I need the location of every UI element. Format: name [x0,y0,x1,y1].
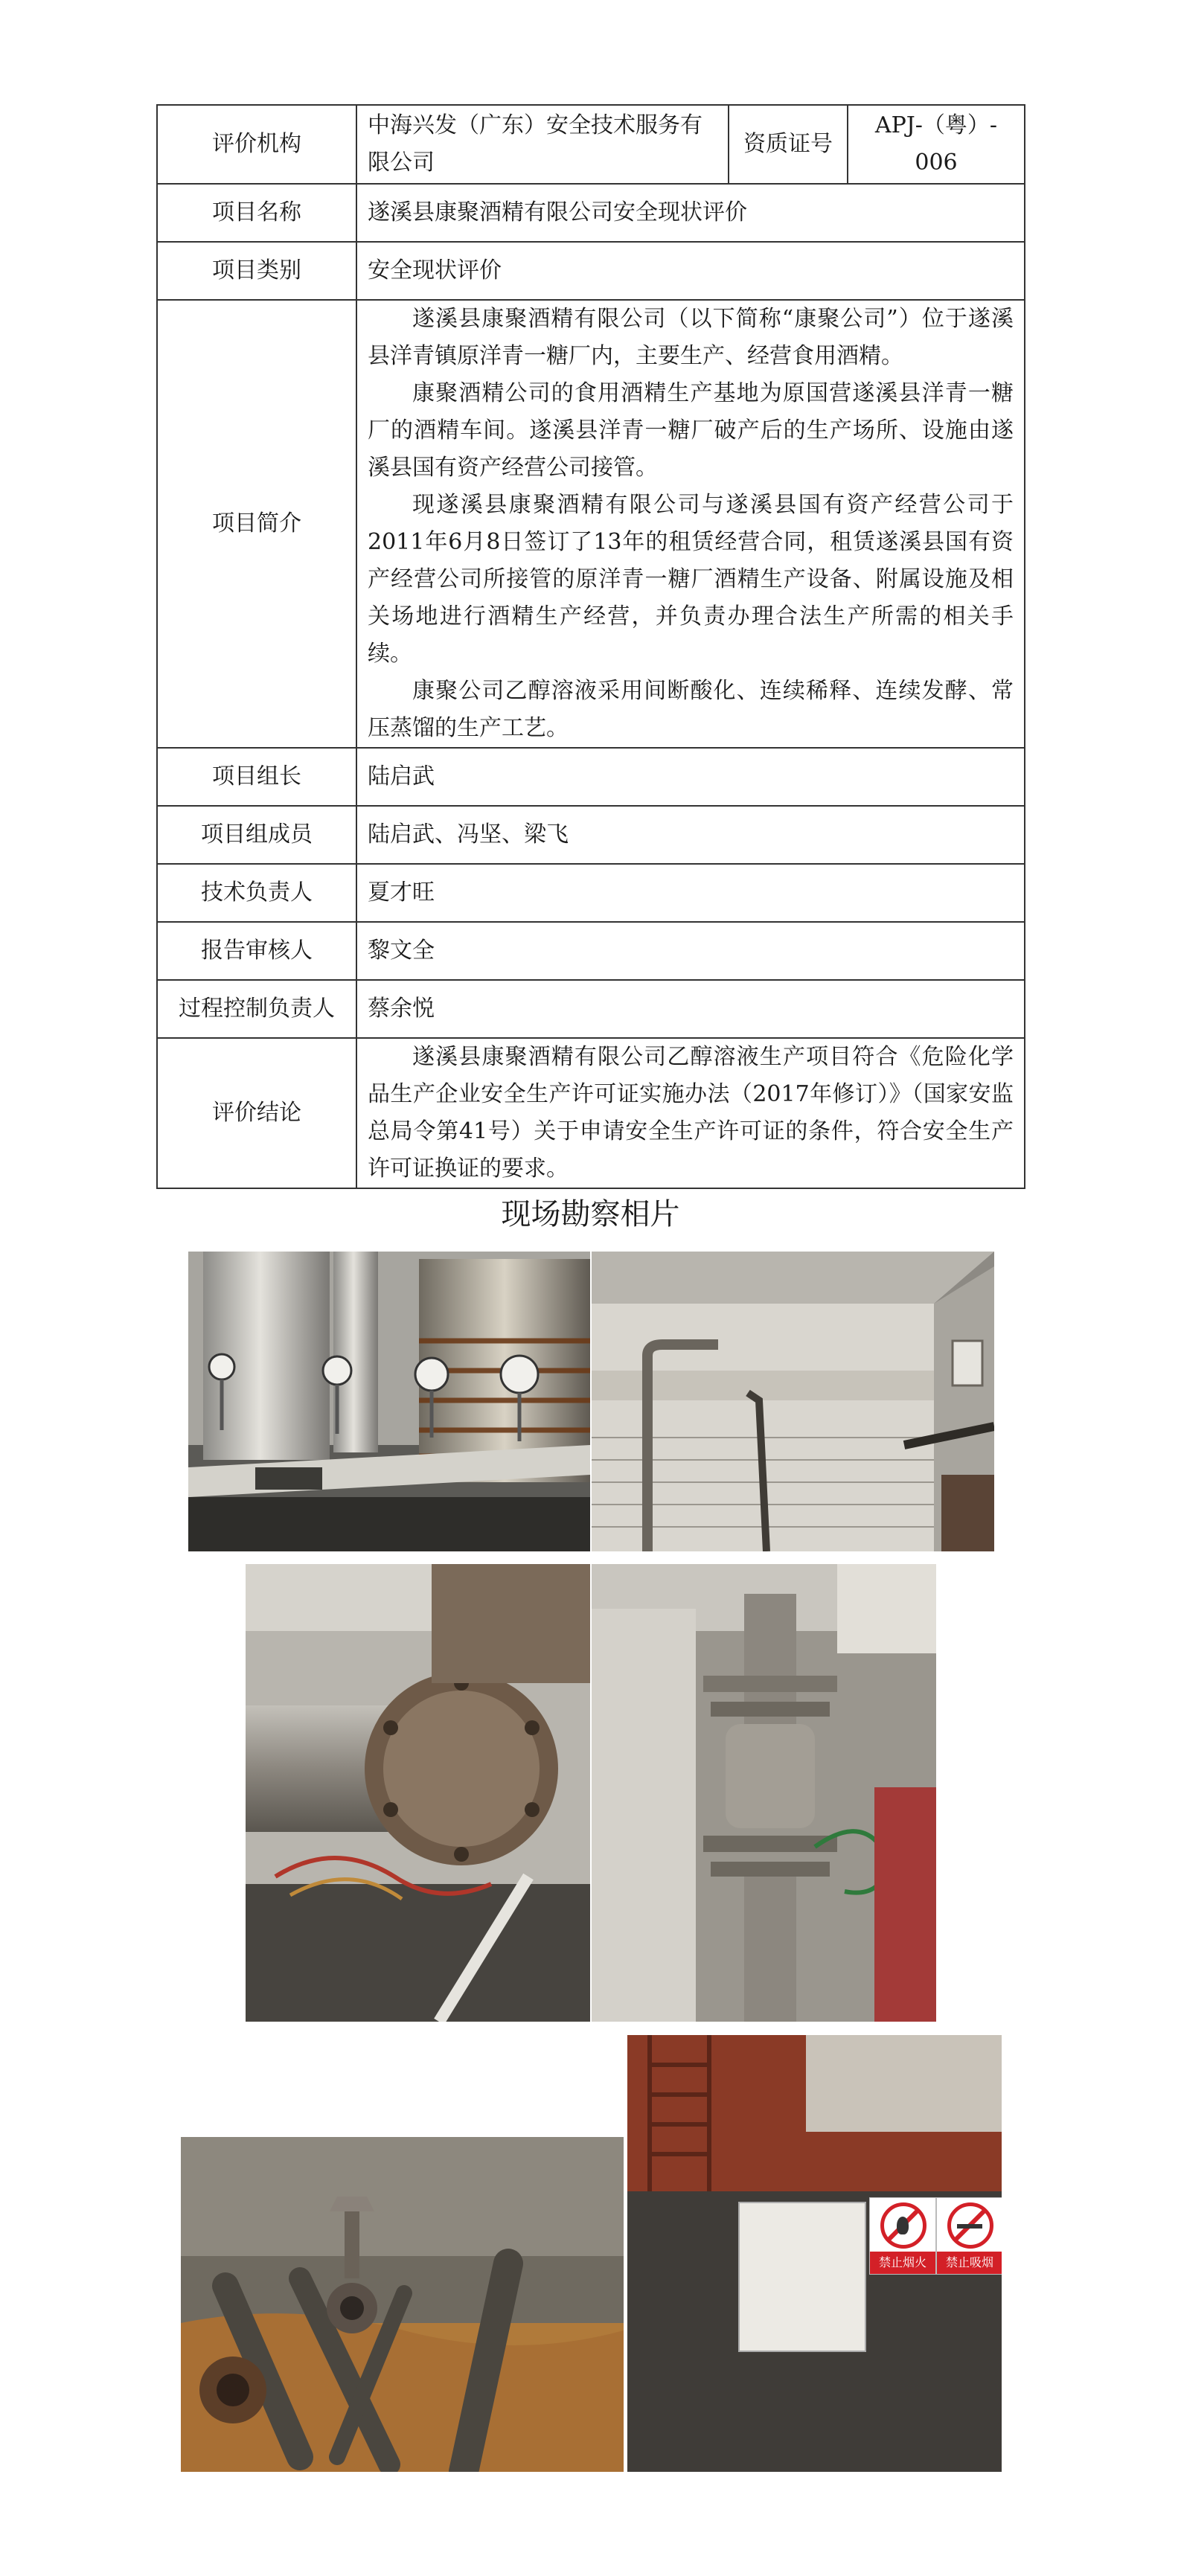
team-members-value: 陆启武、冯坚、梁飞 [356,806,1025,864]
valve-photo-illustration [592,1564,936,2022]
table-row [157,806,1025,864]
reviewer-label: 报告审核人 [157,922,356,980]
photos-title: 现场勘察相片 [501,1197,680,1231]
table-row [157,184,1025,242]
tech-lead-value: 夏才旺 [356,864,1025,922]
conclusion-label: 评价结论 [157,1038,356,1188]
intro-label: 项目简介 [157,300,356,748]
team-leader-value: 陆启武 [356,748,1025,806]
org-label: 评价机构 [157,105,356,184]
cert-value: APJ-（粤）- 006 [848,105,1025,184]
intro-paragraph: 现遂溪县康聚酒精有限公司与遂溪县国有资产经营公司于2011年6月8日签订了13年的租赁经营合同，租赁遂溪县国有资产经营公司所接管的原洋青一糖厂酒精生产设备、附属设施及相关场地进行酒精生产经营，并负责办理合法生产所需的相关手续。 [368,492,1014,667]
process-control-value: 蔡余悦 [356,980,1025,1038]
table-row [157,748,1025,806]
no-smoking-label: 禁止吸烟 [937,2252,1002,2274]
site-photo-corroded-pipes [181,2137,624,2472]
no-smoking-sign [936,2197,1002,2275]
no-fire-label: 禁止烟火 [870,2252,935,2274]
intro-paragraph: 康聚公司乙醇溶液采用间断酸化、连续稀释、连续发酵、常压蒸馏的生产工艺。 [368,678,1014,741]
site-photo-safety-signs [627,2035,1002,2472]
site-photo-valve [592,1564,936,2022]
table-row [157,864,1025,922]
conclusion-value [356,1038,1025,1188]
table-row [157,1038,1025,1188]
intro-value [356,300,1025,748]
team-leader-label: 项目组长 [157,748,356,806]
evaluation-info-table [156,104,1025,1189]
tech-lead-label: 技术负责人 [157,864,356,922]
table-row [157,980,1025,1038]
no-fire-icon [880,2202,926,2249]
no-smoking-icon [947,2202,993,2249]
intro-paragraph: 康聚酒精公司的食用酒精生产基地为原国营遂溪县洋青一糖厂的酒精车间。遂溪县洋青一糖厂破产后的生产场所、设施由遂溪县国有资产经营公司接管。 [368,380,1014,481]
project-type-value: 安全现状评价 [356,242,1025,300]
conclusion-text: 遂溪县康聚酒精有限公司乙醇溶液生产项目符合《危险化学品生产企业安全生产许可证实施办法（2017年修订）》（国家安监总局令第41号）关于申请安全生产许可证的条件，符合安全生产许可证换证的要求。 [368,1044,1014,1182]
table-row [157,242,1025,300]
reviewer-value: 黎文全 [356,922,1025,980]
cert-label: 资质证号 [729,105,848,184]
corroded-pipes-photo-illustration [181,2137,624,2472]
org-value: 中海兴发（广东）安全技术服务有限公司 [356,105,729,184]
process-control-label: 过程控制负责人 [157,980,356,1038]
site-photo-tanks [188,1252,590,1551]
tanks-photo-illustration [188,1252,590,1551]
intro-paragraph: 遂溪县康聚酒精有限公司（以下简称“康聚公司”）位于遂溪县洋青镇原洋青一糖厂内，主要生产、经营食用酒精。 [368,306,1014,369]
brick-wall-photo-illustration [592,1252,994,1551]
project-name-label: 项目名称 [157,184,356,242]
site-photo-flanged-pipe [246,1564,590,2022]
flanged-pipe-photo-illustration [246,1564,590,2022]
no-fire-sign [869,2197,936,2275]
table-row [157,105,1025,184]
table-row [157,300,1025,748]
table-row [157,922,1025,980]
site-photo-brick-wall [592,1252,994,1551]
project-type-label: 项目类别 [157,242,356,300]
team-members-label: 项目组成员 [157,806,356,864]
project-name-value: 遂溪县康聚酒精有限公司安全现状评价 [356,184,1025,242]
